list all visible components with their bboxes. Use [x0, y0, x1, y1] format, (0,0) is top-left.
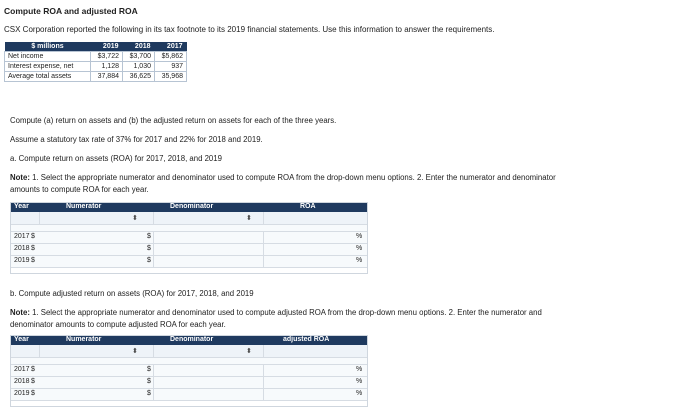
cell-value: $3,722 — [91, 52, 123, 62]
roa-grid — [10, 202, 368, 274]
den-prefix: $ — [147, 257, 151, 264]
num-prefix: $ — [31, 378, 35, 385]
intro-text: CSX Corporation reported the following in its tax footnote to its 2019 financial statements. Use this information to answer the requirements. — [4, 25, 495, 34]
num-prefix: $ — [31, 366, 35, 373]
cell-value: 1,128 — [91, 62, 123, 72]
cell-value: $5,862 — [155, 52, 187, 62]
selector-row — [11, 212, 367, 225]
dropdown-arrows-icon: ⬍ — [246, 215, 252, 222]
dropdown-arrows-icon: ⬍ — [132, 215, 138, 222]
num-prefix: $ — [31, 233, 35, 240]
pct-sign: % — [356, 378, 363, 385]
part-a-note — [10, 173, 556, 182]
den-prefix: $ — [147, 245, 151, 252]
denominator-input[interactable] — [153, 256, 264, 267]
year-label: 2019 — [14, 257, 30, 264]
year-label: 2019 — [14, 390, 30, 397]
denominator-select[interactable] — [153, 212, 264, 224]
adjusted-roa-input[interactable] — [263, 377, 355, 388]
part-b-note — [10, 308, 542, 317]
instruction-line-1: Compute (a) return on assets and (b) the adjusted return on assets for each of the three years. — [10, 116, 337, 125]
den-prefix: $ — [147, 378, 151, 385]
denominator-input[interactable] — [153, 244, 264, 255]
denominator-select[interactable] — [153, 345, 264, 357]
col-numerator: Numerator — [66, 336, 102, 343]
part-a-note-cont: amounts to compute ROA for each year. — [10, 185, 149, 194]
pct-sign: % — [356, 257, 363, 264]
table-row — [11, 365, 367, 377]
adjusted-roa-grid-header — [11, 336, 367, 345]
adjusted-roa-input[interactable] — [263, 389, 355, 400]
cell-value: 36,625 — [123, 72, 155, 82]
year-label: 2017 — [14, 366, 30, 373]
year-label: 2018 — [14, 378, 30, 385]
cell-value: $3,700 — [123, 52, 155, 62]
col-adjusted-roa: adjusted ROA — [283, 336, 330, 343]
numerator-input[interactable] — [35, 232, 154, 243]
cell-value: 37,884 — [91, 72, 123, 82]
denominator-input[interactable] — [153, 389, 264, 400]
col-denominator: Denominator — [170, 203, 214, 210]
col-numerator: Numerator — [66, 203, 102, 210]
numerator-select[interactable] — [39, 345, 154, 357]
note-text: 1. Select the appropriate numerator and denominator used to compute ROA from the drop-down menu options. 2. Enter the numerator and denominator — [29, 173, 556, 182]
header-2017: 2017 — [155, 42, 187, 52]
table-row — [11, 377, 367, 389]
selector-row — [11, 345, 367, 358]
adjusted-roa-grid — [10, 335, 368, 407]
header-2019: 2019 — [91, 42, 123, 52]
numerator-input[interactable] — [35, 256, 154, 267]
den-prefix: $ — [147, 390, 151, 397]
page-title: Compute ROA and adjusted ROA — [4, 6, 138, 16]
table-row — [11, 256, 367, 268]
table-header-row — [5, 42, 187, 52]
pct-sign: % — [356, 245, 363, 252]
pct-sign: % — [356, 233, 363, 240]
row-label: Average total assets — [5, 72, 91, 82]
numerator-input[interactable] — [35, 377, 154, 388]
col-year: Year — [14, 203, 29, 210]
den-prefix: $ — [147, 233, 151, 240]
numerator-select[interactable] — [39, 212, 154, 224]
col-denominator: Denominator — [170, 336, 214, 343]
pct-sign: % — [356, 366, 363, 373]
col-roa: ROA — [300, 203, 316, 210]
table-row — [11, 244, 367, 256]
numerator-input[interactable] — [35, 365, 154, 376]
roa-grid-header — [11, 203, 367, 212]
roa-input[interactable] — [263, 256, 355, 267]
row-label: Net income — [5, 52, 91, 62]
cell-value: 1,030 — [123, 62, 155, 72]
table-row — [5, 52, 187, 62]
numerator-input[interactable] — [35, 389, 154, 400]
table-row — [11, 232, 367, 244]
adjusted-roa-input[interactable] — [263, 365, 355, 376]
dropdown-arrows-icon: ⬍ — [246, 348, 252, 355]
instruction-line-2: Assume a statutory tax rate of 37% for 2017 and 22% for 2018 and 2019. — [10, 135, 263, 144]
num-prefix: $ — [31, 257, 35, 264]
numerator-input[interactable] — [35, 244, 154, 255]
table-row — [5, 72, 187, 82]
financial-table — [4, 42, 187, 82]
header-millions: $ millions — [5, 42, 91, 52]
roa-input[interactable] — [263, 232, 355, 243]
table-row — [5, 62, 187, 72]
col-year: Year — [14, 336, 29, 343]
pct-sign: % — [356, 390, 363, 397]
note-text: 1. Select the appropriate numerator and denominator used to compute adjusted ROA from the drop-down menu options. 2. Enter the numerator and — [29, 308, 542, 317]
roa-input[interactable] — [263, 244, 355, 255]
part-b-heading: b. Compute adjusted return on assets (ROA) for 2017, 2018, and 2019 — [10, 289, 254, 298]
row-label: Interest expense, net — [5, 62, 91, 72]
cell-value: 937 — [155, 62, 187, 72]
part-a-heading: a. Compute return on assets (ROA) for 2017, 2018, and 2019 — [10, 154, 222, 163]
table-row — [11, 389, 367, 401]
denominator-input[interactable] — [153, 232, 264, 243]
part-b-note-cont: denominator amounts to compute adjusted ROA for each year. — [10, 320, 226, 329]
year-label: 2017 — [14, 233, 30, 240]
den-prefix: $ — [147, 366, 151, 373]
note-label: Note: — [10, 173, 30, 182]
header-2018: 2018 — [123, 42, 155, 52]
note-label: Note: — [10, 308, 30, 317]
denominator-input[interactable] — [153, 365, 264, 376]
dropdown-arrows-icon: ⬍ — [132, 348, 138, 355]
denominator-input[interactable] — [153, 377, 264, 388]
num-prefix: $ — [31, 245, 35, 252]
num-prefix: $ — [31, 390, 35, 397]
year-label: 2018 — [14, 245, 30, 252]
cell-value: 35,968 — [155, 72, 187, 82]
